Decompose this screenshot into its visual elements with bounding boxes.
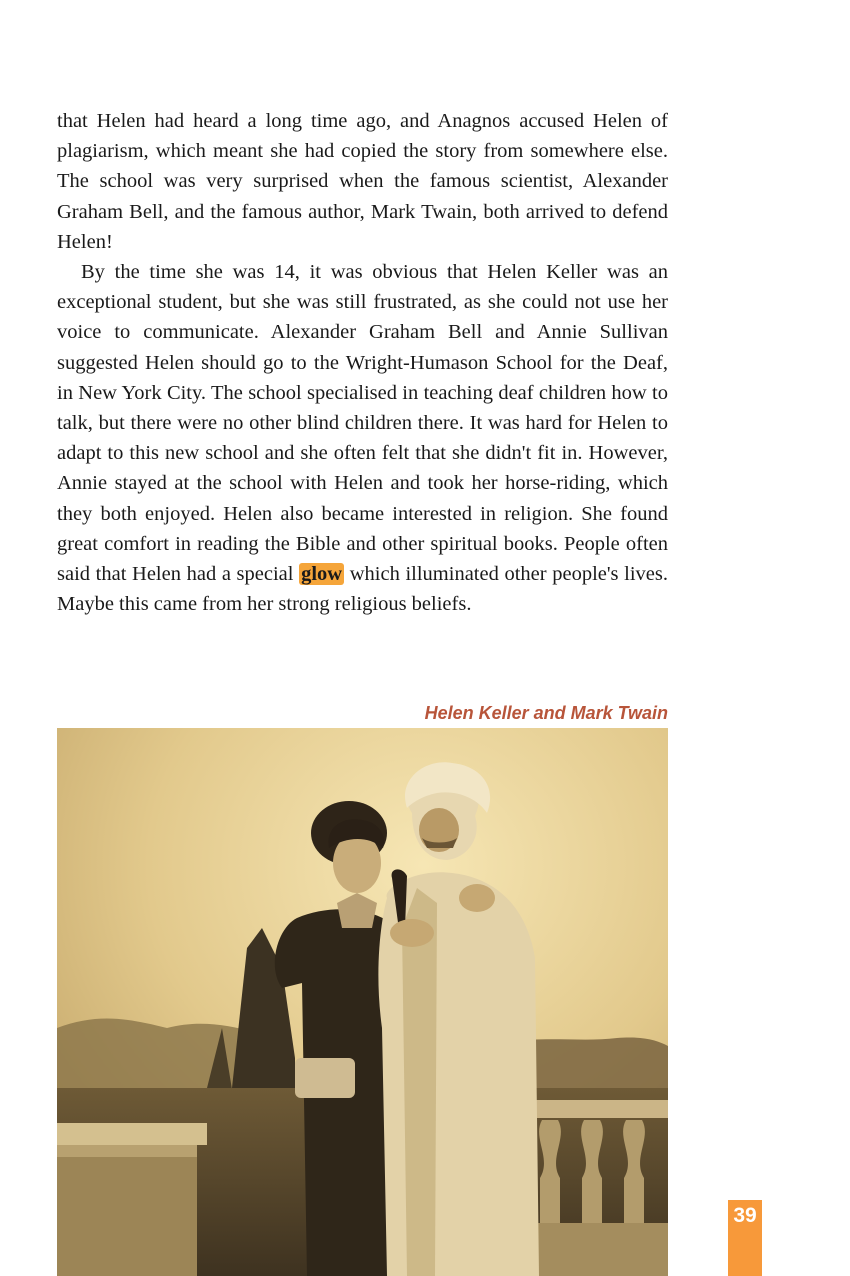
page-number-badge	[728, 1200, 762, 1276]
page-number: 39	[733, 1204, 757, 1227]
paragraph-text: which illuminated other people's lives. Maybe this came from her strong religious beliefs.	[57, 563, 669, 616]
body-text	[57, 106, 668, 619]
sepia-photograph	[57, 728, 668, 1276]
paragraph	[57, 257, 668, 619]
highlighted-word[interactable]: glow	[301, 563, 343, 586]
paragraph-text: By the time she was 14, it was obvious that Helen Keller was an exceptional student, but she was still frustrated, as she could not use her voice to communicate. Alexander Graham Bell and Annie Sullivan suggested Helen should go to the Wright-Humason School for the Deaf, in New York City. The school specialised in teaching deaf children how to talk, but there were no other blind children there. It was hard for Helen to adapt to this new school and she often felt that she didn't fit in. However, Annie stayed at the school with Helen and took her horse-riding, which they both enjoyed. Helen also became interested in religion. She found great comfort in reading the Bible and other spiritual books. People often said that Helen had a special	[57, 261, 668, 586]
paragraph	[57, 106, 668, 257]
paragraph-text: that Helen had heard a long time ago, and Anagnos accused Helen of plagiarism, which meant she had copied the story from somewhere else. The school was very surprised when the famous scientist, Alexander Graham Bell, and the famous author, Mark Twain, both arrived to defend Helen!	[57, 110, 668, 253]
photo-caption: Helen Keller and Mark Twain	[424, 703, 668, 723]
